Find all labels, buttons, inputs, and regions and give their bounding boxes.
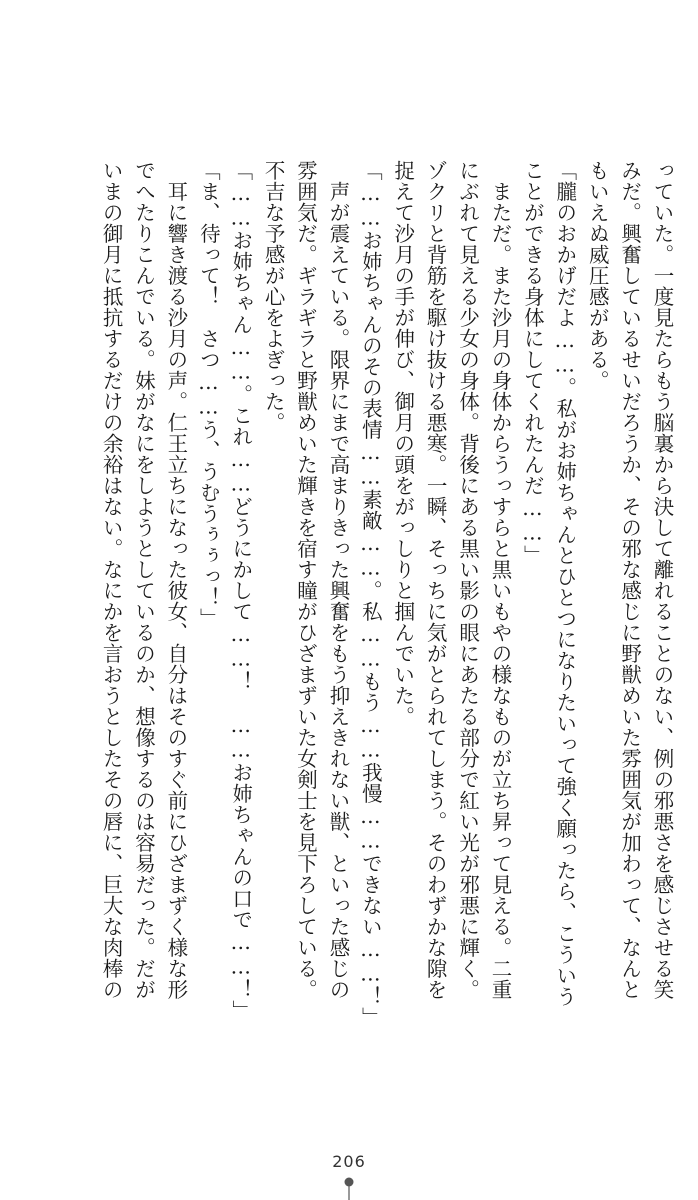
page-marker-icon [343, 1176, 355, 1200]
text-line: 不吉な予感が心をよぎった。 [261, 160, 286, 433]
text-line: 「朧のおかげだよ……。私がお姉ちゃんとひとつになりたいって強く願ったら、こういう [552, 160, 577, 1007]
text-line: にぶれて見える少女の身体。背後にある黒い影の眼にあたる部分で紅い光が邪悪に輝く。 [455, 160, 480, 1000]
text-line: まただ。また沙月の身体からうっすらと黒いもやの様なものが立ち昇って見える。二重 [487, 160, 512, 1000]
text-line: 雰囲気だ。ギラギラと野獣めいた輝きを宿す瞳がひざまずいた女剣士を見下ろしている。 [293, 160, 318, 1000]
text-line: みだ。興奮しているせいだろうか、その邪な感じに野獣めいた雰囲気が加わって、なんと [617, 160, 642, 1000]
text-line: 声が震えている。限界にまで高まりきった興奮をもう抑えきれない獣、といった感じの [325, 160, 350, 1000]
text-line: もいえぬ威圧感がある。 [585, 160, 610, 391]
text-line: 「ま、待って！ さつ……う、うむうぅぅっ！」 [196, 160, 221, 629]
page-number: 206 [332, 1152, 366, 1171]
text-line: 捉えて沙月の手が伸び、御月の頭をがっしりと掴んでいた。 [390, 160, 415, 727]
vertical-text-body [38, 160, 678, 1028]
text-line: っていた。一度見たらもう脳裏から決して離れることのない、例の邪悪さを感じさせる笑 [650, 160, 674, 1000]
text-line: ゾクリと背筋を駆け抜ける悪寒。一瞬、そっちに気がとられてしまう。そのわずかな隙を [423, 160, 448, 1000]
text-line: 「……お姉ちゃん……。これ……どうにかして……！ ……お姉ちゃんの口で……！」 [228, 160, 253, 1021]
text-line: 耳に響き渡る沙月の声。仁王立ちになった彼女、自分はそのすぐ前にひざまずく様な形 [163, 160, 188, 1000]
text-line: ことができる身体にしてくれたんだ……」 [520, 160, 545, 566]
text-line: 「……お姉ちゃんのその表情……素敵……。私……もう……我慢……できない……！」 [358, 160, 383, 1028]
text-line: でへたりこんでいる。妹がなにをしようとしているのか、想像するのは容易だった。だが [131, 160, 156, 1000]
text-line: いまの御月に抵抗するだけの余裕はない。なにかを言おうとしたその唇に、巨大な肉棒の [99, 160, 124, 1000]
